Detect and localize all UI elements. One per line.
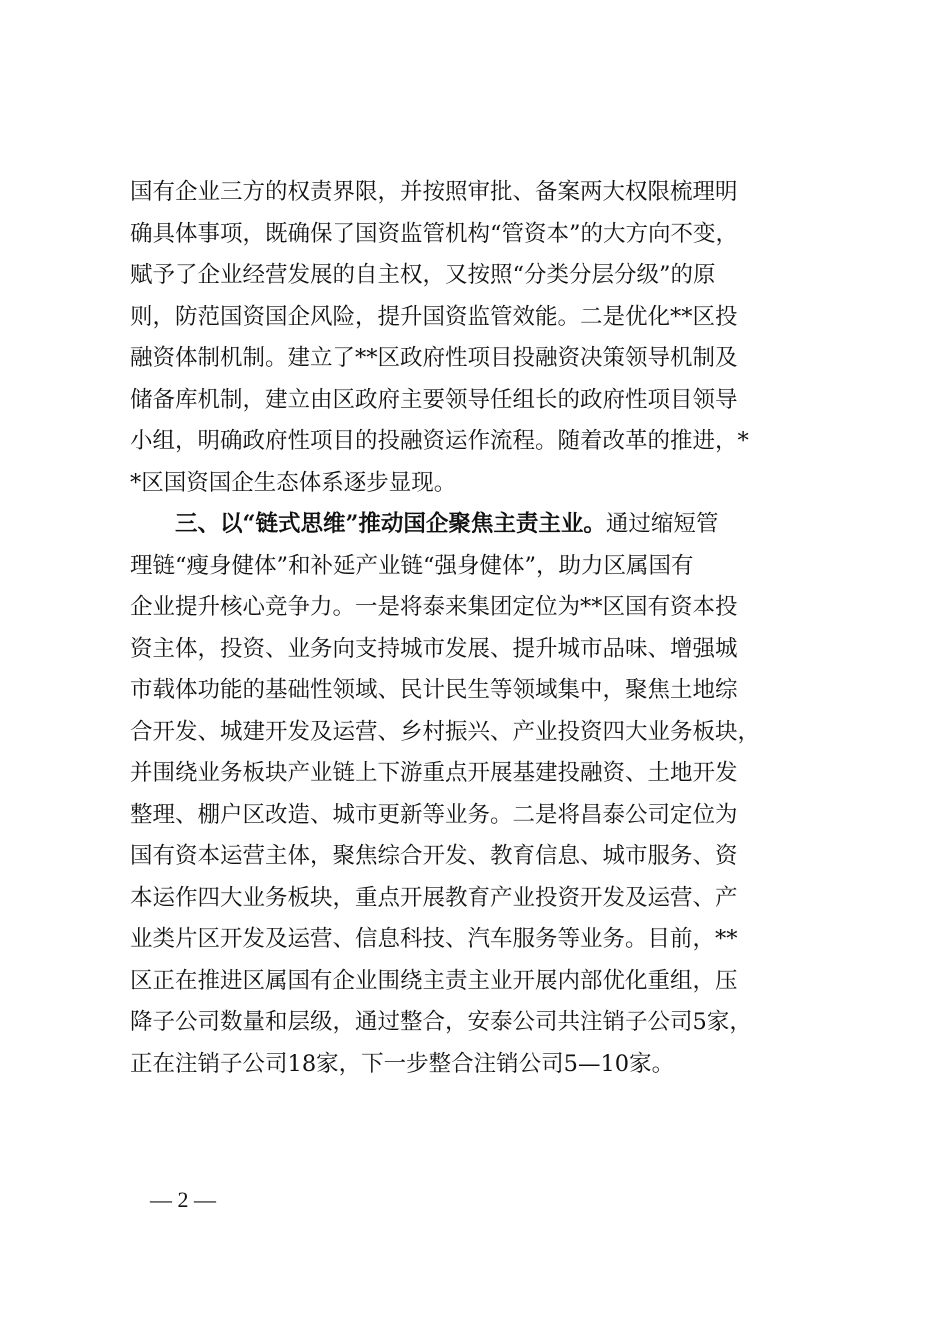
text-line: 本运作四大业务板块，重点开展教育产业投资开发及运营、产 — [130, 884, 738, 911]
text-line: 并围绕业务板块产业链上下游重点开展基建投融资、土地开发 — [130, 760, 738, 786]
text-line: 赋予了企业经营发展的自主权，又按照“分类分层分级”的原 — [130, 262, 716, 288]
text-line: 国有企业三方的权责界限，并按照审批、备案两大权限梳理明 — [130, 179, 738, 205]
text-line: *区国资国企生态体系逐步显现。 — [130, 469, 457, 496]
section-3-first-line — [130, 504, 830, 546]
text-line: 合开发、城建开发及运营、乡村振兴、产业投资四大业务板块， — [130, 718, 761, 745]
text-line: 确具体事项，既确保了国资监管机构“管资本”的大方向不变， — [130, 220, 739, 247]
section-3-first-line-text: 通过缩短管 — [605, 511, 719, 537]
text-line: 理链“瘦身健体”和补延产业链“强身健体”，助力区属国有 — [130, 552, 694, 579]
text-line: 正在注销子公司18家，下一步整合注销公司5—10家。 — [130, 1050, 675, 1077]
page-number: — 2 — — [150, 1187, 216, 1212]
text-line: 储备库机制，建立由区政府主要领导任组长的政府性项目领导 — [130, 386, 738, 413]
body-text — [130, 172, 830, 1085]
text-line: 降子公司数量和层级，通过整合，安泰公司共注销子公司5家， — [130, 1009, 752, 1035]
text-line: 小组，明确政府性项目的投融资运作流程。随着改革的推进，* — [130, 428, 749, 454]
text-line: 区正在推进区属国有企业围绕主责主业开展内部优化重组，压 — [130, 967, 738, 994]
text-line: 融资体制机制。建立了**区政府性项目投融资决策领导机制及 — [130, 345, 738, 371]
text-line: 业类片区开发及运营、信息科技、汽车服务等业务。目前，** — [130, 926, 738, 952]
text-line: 国有资本运营主体，聚焦综合开发、教育信息、城市服务、资 — [130, 843, 738, 869]
text-line: 企业提升核心竞争力。一是将泰来集团定位为**区国有资本投 — [130, 594, 738, 620]
text-line: 整理、棚户区改造、城市更新等业务。二是将昌泰公司定位为 — [130, 801, 738, 828]
text-line: 市载体功能的基础性领域、民计民生等领域集中，聚焦土地综 — [130, 677, 738, 703]
text-line: 资主体，投资、业务向支持城市发展、提升城市品味、增强城 — [130, 635, 738, 662]
text-line: 则，防范国资国企风险，提升国资监管效能。二是优化**区投 — [130, 303, 738, 330]
section-3-heading: 三、以“链式思维”推动国企聚焦主责主业。 — [130, 511, 606, 537]
